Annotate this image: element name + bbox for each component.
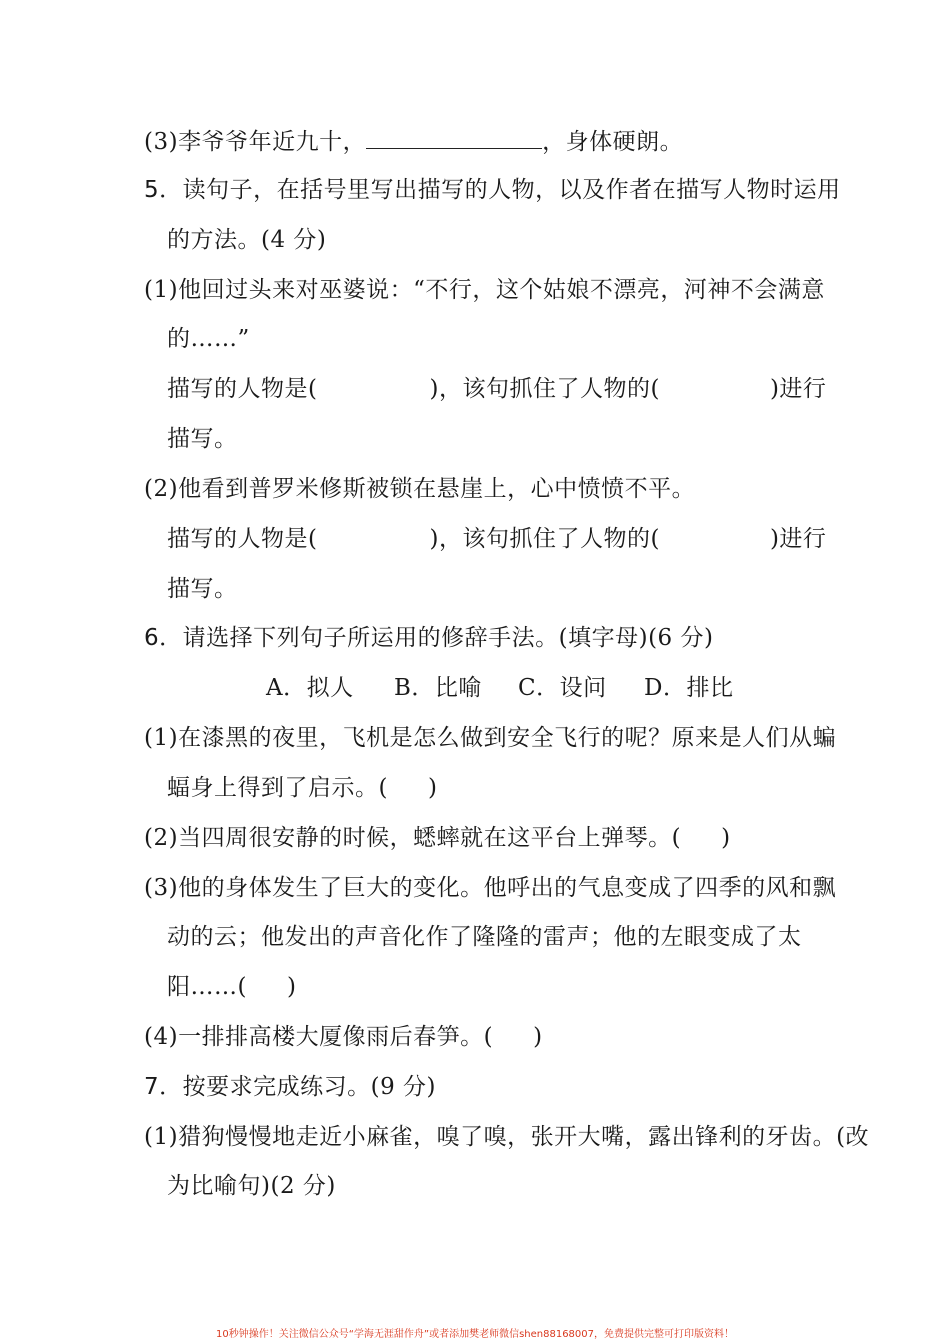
q5-item1-answer-line2: 描写。 — [167, 426, 238, 452]
q6-item4-line1 — [144, 1022, 543, 1052]
q6-item4-close: ) — [533, 1024, 543, 1050]
q6-item3-close: ) — [286, 974, 297, 1000]
q5-item1-answer-a: 描写的人物是( — [167, 376, 318, 402]
q6-item1-text: 蝠身上得到了启示。( — [167, 775, 388, 801]
q5-stem-text: ．读句子，在括号里写出描写的人物，以及作者在描写人物时运用 — [159, 177, 841, 203]
q6-item1-line2 — [167, 773, 437, 803]
q5-item2-answer-b: )，该句抓住了人物的( — [429, 526, 660, 552]
q6-option-a: A．拟人 — [266, 675, 354, 701]
q6-stem-text: ．请选择下列句子所运用的修辞手法。(填字母)(6 分) — [159, 625, 714, 651]
q6-item4-text: (4)一排排高楼大厦像雨后春笋。( — [144, 1024, 494, 1050]
q6-item3-line2: 动的云；他发出的声音化作了隆隆的雷声；他的左眼变成了太 — [167, 924, 802, 950]
q6-item2-text: (2)当四周很安静的时候，蟋蟀就在这平台上弹琴。( — [144, 825, 682, 851]
q6-item2-close: ) — [721, 825, 731, 851]
q6-item3-line1: (3)他的身体发生了巨大的变化。他呼出的气息变成了四季的风和飘 — [144, 875, 837, 901]
q6-item3-text: 阳……( — [167, 974, 247, 1000]
q5-item1-line2: 的……” — [167, 326, 250, 352]
q5-item2-line1: (2)他看到普罗米修斯被锁在悬崖上，心中愤愤不平。 — [144, 476, 696, 502]
q5-item1-answer-line1 — [167, 374, 826, 404]
answer-blank[interactable] — [366, 126, 542, 149]
q7-item1-line1: (1)猎狗慢慢地走近小麻雀，嗅了嗅，张开大嘴，露出锋利的牙齿。(改 — [144, 1124, 870, 1150]
q5-stem-line1 — [144, 175, 841, 205]
footer-notice: 10秒钟操作！关注微信公众号“学海无涯甜作舟”或者添加樊老师微信shen88168007，免费提供完整可打印版资料！ — [215, 1329, 735, 1340]
q4-item3-prefix: (3)李爷爷年近九十， — [144, 129, 367, 155]
q6-item3-line3 — [167, 972, 296, 1002]
q4-item3-suffix: ，身体硬朗。 — [542, 129, 684, 155]
q5-item2-answer-line2: 描写。 — [167, 576, 238, 602]
q5-item1-answer-b: )，该句抓住了人物的( — [429, 376, 660, 402]
q5-item2-answer-c: )进行 — [769, 526, 827, 552]
q5-number: 5 — [144, 177, 160, 203]
q4-item3 — [144, 126, 683, 157]
q6-item2-line1 — [144, 823, 731, 853]
q6-number: 6 — [144, 625, 160, 651]
q6-item1-line1: (1)在漆黑的夜里，飞机是怎么做到安全飞行的呢？原来是人们从蝙 — [144, 725, 837, 751]
q5-item1-answer-c: )进行 — [769, 376, 827, 402]
q5-item1-line1: (1)他回过头来对巫婆说：“不行，这个姑娘不漂亮，河神不会满意 — [144, 277, 825, 303]
q5-item2-answer-line1 — [167, 524, 826, 554]
q6-option-c: C．设问 — [518, 675, 607, 701]
q7-item1-line2: 为比喻句)(2 分) — [167, 1173, 336, 1199]
q7-number: 7 — [144, 1074, 160, 1100]
q6-stem — [144, 623, 713, 653]
q6-option-b: B．比喻 — [394, 675, 482, 701]
q6-options — [266, 673, 733, 703]
q5-item2-answer-a: 描写的人物是( — [167, 526, 318, 552]
q6-item1-close: ) — [427, 775, 438, 801]
q7-stem — [144, 1072, 436, 1102]
q7-stem-text: ．按要求完成练习。(9 分) — [159, 1074, 437, 1100]
q6-option-d: D．排比 — [644, 675, 734, 701]
q5-stem-line2: 的方法。(4 分) — [167, 227, 327, 253]
